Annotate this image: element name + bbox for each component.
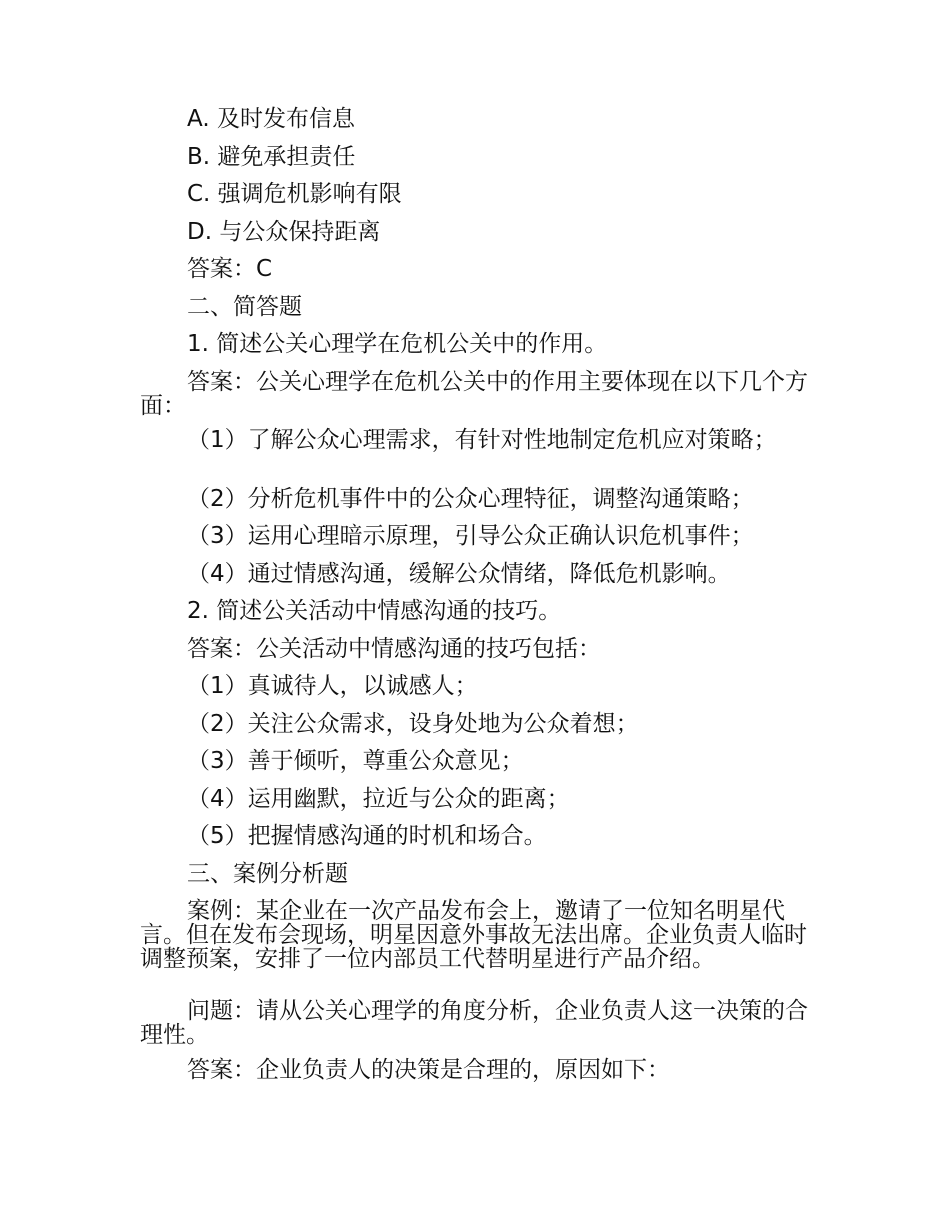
section2-heading: 二、简答题	[187, 294, 302, 320]
question-1: 1. 简述公关心理学在危机公关中的作用。	[187, 331, 608, 357]
section3-heading: 三、案例分析题	[187, 861, 348, 887]
answer-1-item-1: （1）了解公众心理需求，有针对性地制定危机应对策略；	[187, 427, 777, 453]
answer-1-item-4: （4）通过情感沟通，缓解公众情绪，降低危机影响。	[187, 561, 731, 587]
question-2: 2. 简述公关活动中情感沟通的技巧。	[187, 598, 562, 624]
case-answer: 答案：企业负责人的决策是合理的，原因如下：	[187, 1057, 670, 1083]
answer-2-item-5: （5）把握情感沟通的时机和场合。	[187, 823, 547, 849]
answer-2-item-4: （4）运用幽默，拉近与公众的距离；	[187, 786, 570, 812]
case-question: 问题：请从公关心理学的角度分析，企业负责人这一决策的合理性。	[140, 998, 808, 1048]
answer-1-item-3: （3）运用心理暗示原理，引导公众正确认识危机事件；	[187, 523, 754, 549]
answer-2-intro: 答案：公关活动中情感沟通的技巧包括：	[187, 636, 601, 662]
answer-2-item-1: （1）真诚待人，以诚感人；	[187, 673, 478, 699]
option-c: C. 强调危机影响有限	[187, 181, 402, 207]
option-b: B. 避免承担责任	[187, 144, 356, 170]
case-text: 案例：某企业在一次产品发布会上，邀请了一位知名明星代言。但在发布会现场，明星因意外事故无法出席。企业负责人临时调整预案，安排了一位内部员工代替明星进行产品介绍。	[140, 898, 807, 972]
answer-1-intro: 答案：公关心理学在危机公关中的作用主要体现在以下几个方面：	[140, 369, 808, 419]
mc-answer: 答案：C	[187, 256, 273, 282]
answer-1-item-2: （2）分析危机事件中的公众心理特征，调整沟通策略；	[187, 486, 754, 512]
option-a: A. 及时发布信息	[187, 106, 355, 132]
answer-2-item-3: （3）善于倾听，尊重公众意见；	[187, 748, 524, 774]
option-d: D. 与公众保持距离	[187, 219, 381, 245]
answer-2-item-2: （2）关注公众需求，设身处地为公众着想；	[187, 711, 639, 737]
